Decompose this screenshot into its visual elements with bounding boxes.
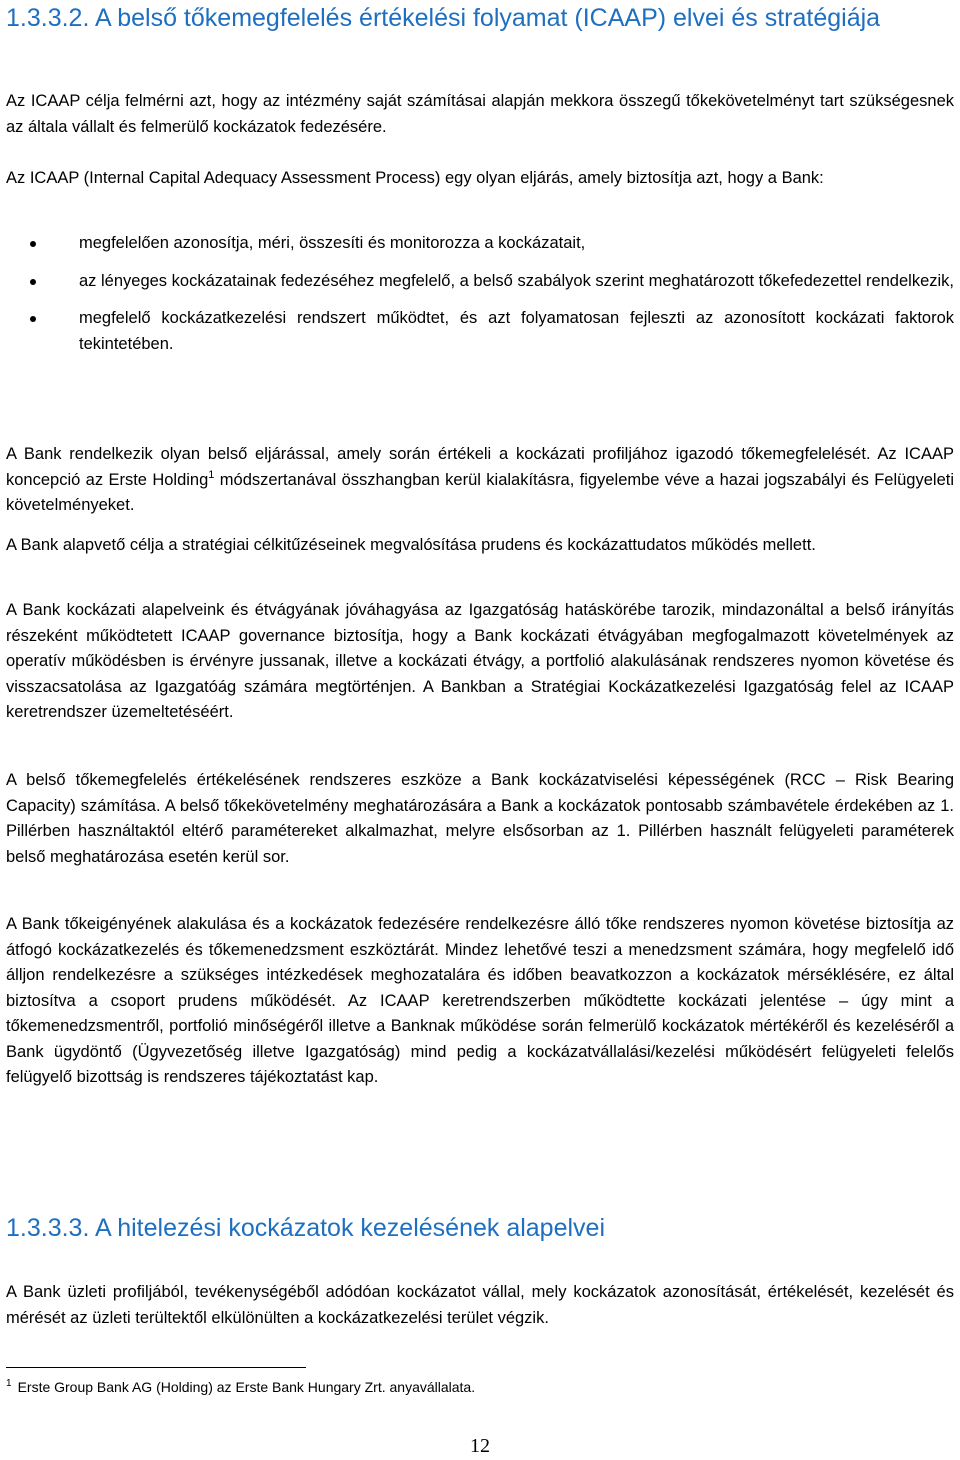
footnote-marker: 1: [6, 1378, 12, 1389]
list-item: megfelelő kockázatkezelési rendszert működtet, és azt folyamatosan fejleszti az azonosított kockázati faktorok tekintetében.: [6, 306, 954, 357]
section-title: A belső tőkemegfelelés értékelési folyamat (ICAAP) elvei és stratégiája: [94, 4, 881, 32]
paragraph-capital-needs: A Bank tőkeigényének alakulása és a kockázatok fedezésére rendelkezésre álló tőke rendszeres nyomon követése biztosítja az átfogó kockázatkezelés és tőkemenedzsment eszköztárát. Mindez lehetővé teszi a menedzsment számára, hogy megfelelő idő álljon rendelkezésre a szükséges intézkedések meghozatalára és időben beavatkozzon a kockázatok mérséklésére, ez által biztosítva a csoport prudens működését. Az ICAAP keretrendszerben működtette kockázati jelentése – úgy mint a tőkemenedzsmentről, portfolió minőségéről illetve a Banknak működése során felmerülő kockázatok mértékéről és kezeléséről a Bank ügydöntő (Ügyvezetőség illetve Igazgatóság) mind pedig a kockázatvállalási/kezelési működésért felügyeleti felelős felügyelő bizottság is rendszeres tájékoztatást kap.: [6, 915, 954, 1086]
document-page: [6, 0, 954, 1460]
bullet-icon: [30, 241, 36, 247]
footnote-text: Erste Group Bank AG (Holding) az Erste Bank Hungary Zrt. anyavállalata.: [17, 1379, 476, 1395]
section-heading-credit-risk: [6, 1213, 954, 1244]
paragraph-icaap-definition: Az ICAAP (Internal Capital Adequacy Assessment Process) egy olyan eljárás, amely biztosítja azt, hogy a Bank:: [6, 169, 824, 187]
list-item: az lényeges kockázatainak fedezéséhez megfelelő, a belső szabályok szerint meghatározott tőkefedezettel rendelkezik,: [6, 269, 954, 295]
footnote-reference: 1: [208, 468, 215, 481]
section-heading-icaap: [6, 3, 954, 34]
section-number: 1.3.3.2.: [6, 4, 90, 32]
section-title: A hitelezési kockázatok kezelésének alapelvei: [94, 1214, 606, 1242]
footnote-separator: [6, 1367, 306, 1368]
paragraph-risk-principles: A Bank kockázati alapelveink és étvágyának jóváhagyása az Igazgatóság hatáskörébe tarozik, mindazonáltal a belső irányítás részeként működtetett ICAAP governance biztosítja, hogy a Bank kockázati étvágyában megfogalmazott követelmények az operatív működésben is érvényre jussanak, illetve a kockázati étvágy, a portfolió alakulásának rendszeres nyomon követése és visszacsatolása az Igazgatóág számára megtörténjen. A Bankban a Stratégiai Kockázatkezelési Igazgatóság felel az ICAAP keretrendszer üzemeltetéséért.: [6, 601, 954, 721]
bullet-icon: [30, 279, 36, 285]
paragraph-internal-procedure: A Bank rendelkezik olyan belső eljárással, amely során értékeli a kockázati profiljához igazodó tőkemegfelelését. Az ICAAP koncepció az Erste Holding$^1$ módszertanával összhangban kerül kialakításra, figyelembe véve a hazai jogszabályi és Felügyeleti követelményeket.: [6, 445, 954, 514]
page-number: 12: [470, 1435, 490, 1457]
footnote: [6, 1377, 475, 1397]
list-item: megfelelően azonosítja, méri, összesíti és monitorozza a kockázatait,: [6, 231, 954, 257]
paragraph-intro: Az ICAAP célja felmérni azt, hogy az intézmény saját számításai alapján mekkora összegű tőkekövetelményt tart szükségesnek az általa vállalt és felmerülő kockázatok fedezésére.: [6, 92, 954, 136]
paragraph-basic-goal: A Bank alapvető célja a stratégiai célkitűzéseinek megvalósítása prudens és kockázattudatos működés mellett.: [6, 536, 816, 554]
bullet-icon: [30, 316, 36, 322]
section-number: 1.3.3.3.: [6, 1214, 90, 1242]
paragraph-rcc: A belső tőkemegfelelés értékelésének rendszeres eszköze a Bank kockázatviselési képességének (RCC – Risk Bearing Capacity) számítása. A belső tőkekövetelmény meghatározására a Bank a kockázatok pontosabb számbavétele érdekében az 1. Pillérben használtaktól eltérő paramétereket alkalmazhat, melyre elsősorban az 1. Pillérben használt felügyeleti paraméterek belső meghatározása esetén kerül sor.: [6, 771, 954, 866]
paragraph-credit-risk: A Bank üzleti profiljából, tevékenységéből adódóan kockázatot vállal, mely kockázatok azonosítását, értékelését, kezelését és mérését az üzleti terültektől elkülönülten a kockázatkezelési terület végzik.: [6, 1283, 954, 1327]
bullet-list: [6, 231, 954, 357]
